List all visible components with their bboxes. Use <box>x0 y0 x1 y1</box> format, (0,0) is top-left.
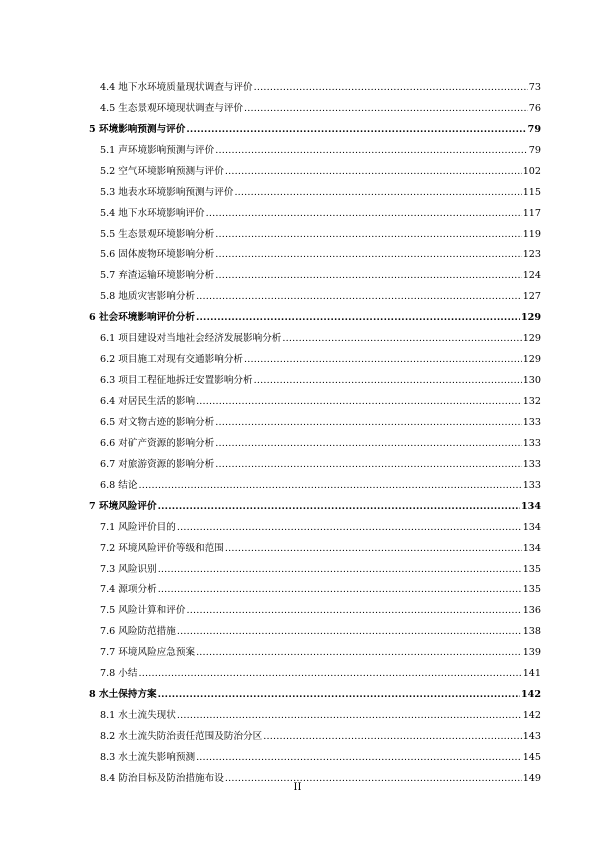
toc-entry-label: 6.2 项目施工对现有交通影响分析 <box>100 354 244 366</box>
dot-leader <box>282 333 521 345</box>
toc-entry-page: 102 <box>522 165 541 177</box>
toc-section-entry[interactable] <box>89 324 541 345</box>
toc-entry-page: 134 <box>522 521 541 533</box>
toc-section-entry[interactable] <box>89 366 541 387</box>
toc-entry-label: 6.4 对居民生活的影响 <box>100 396 196 407</box>
toc-entry-label: 5.8 地质灾害影响分析 <box>100 291 196 303</box>
toc-entry-label: 7.6 风险防范措施 <box>100 626 176 638</box>
toc-chapter-entry[interactable] <box>89 115 541 136</box>
toc-section-entry[interactable] <box>89 722 541 743</box>
toc-entry-label: 7.1 风险评价目的 <box>100 521 176 533</box>
toc-section-entry[interactable] <box>89 596 541 617</box>
toc-entry-page: 129 <box>520 312 541 324</box>
toc-entry-page: 129 <box>522 354 541 366</box>
toc-section-entry[interactable] <box>89 178 541 199</box>
toc-entry-label: 5.4 地下水环境影响评价 <box>100 207 205 219</box>
toc-section-entry[interactable] <box>89 220 541 241</box>
toc-section-entry[interactable] <box>89 513 541 534</box>
toc-entry-label: 7.5 风险计算和评价 <box>100 605 186 617</box>
toc-section-entry[interactable] <box>89 534 541 555</box>
table-of-contents <box>89 73 541 785</box>
page-number: II <box>293 782 302 793</box>
toc-entry-page: 138 <box>522 626 541 638</box>
dot-leader <box>177 626 522 638</box>
toc-entry-label: 6.1 项目建设对当地社会经济发展影响分析 <box>100 333 282 345</box>
toc-entry-label: 6.8 结论 <box>100 479 138 491</box>
toc-entry-page: 115 <box>522 186 541 198</box>
toc-entry-label: 8.1 水土流失现状 <box>100 710 176 722</box>
toc-section-entry[interactable] <box>89 408 541 429</box>
toc-section-entry[interactable] <box>89 617 541 638</box>
toc-section-entry[interactable] <box>89 450 541 471</box>
toc-entry-page: 145 <box>522 751 541 763</box>
toc-entry-page: 143 <box>522 731 541 742</box>
toc-entry-page: 129 <box>522 333 541 345</box>
toc-entry-label: 7.3 风险识别 <box>100 563 157 575</box>
toc-section-entry[interactable] <box>89 94 541 115</box>
dot-leader <box>263 731 521 743</box>
dot-leader <box>158 584 522 596</box>
toc-entry-page: 130 <box>522 375 541 387</box>
toc-entry-label: 4.4 地下水环境质量现状调查与评价 <box>100 81 253 93</box>
toc-entry-label: 7.8 小结 <box>100 668 138 680</box>
toc-section-entry[interactable] <box>89 701 541 722</box>
toc-entry-page: 142 <box>520 689 541 701</box>
toc-section-entry[interactable] <box>89 429 541 450</box>
toc-entry-label: 8.3 水土流失影响预测 <box>100 751 196 763</box>
toc-entry-page: 133 <box>522 479 541 491</box>
toc-entry-label: 6.3 项目工程征地拆迁安置影响分析 <box>100 375 253 387</box>
dot-leader <box>139 668 522 680</box>
dot-leader <box>234 187 521 199</box>
toc-entry-label: 8.2 水土流失防治责任范围及防治分区 <box>100 731 263 742</box>
dot-leader <box>177 522 522 534</box>
dot-leader <box>196 396 522 408</box>
toc-entry-page: 124 <box>522 270 541 282</box>
toc-entry-label: 8.4 防治目标及防治措施布设 <box>100 772 224 784</box>
dot-leader <box>215 270 521 282</box>
dot-leader <box>215 438 521 450</box>
toc-entry-page: 141 <box>522 668 541 680</box>
dot-leader <box>177 710 522 722</box>
toc-section-entry[interactable] <box>89 659 541 680</box>
toc-entry-label: 5.3 地表水环境影响预测与评价 <box>100 186 234 198</box>
dot-leader <box>196 647 522 659</box>
toc-entry-label: 7 环境风险评价 <box>89 500 157 512</box>
dot-leader <box>186 605 521 617</box>
dot-leader <box>215 249 521 261</box>
toc-section-entry[interactable] <box>89 555 541 576</box>
toc-entry-label: 5.2 空气环境影响预测与评价 <box>100 165 224 177</box>
dot-leader <box>196 752 522 764</box>
toc-chapter-entry[interactable] <box>89 680 541 701</box>
toc-entry-page: 79 <box>527 123 541 135</box>
dot-leader <box>215 229 521 241</box>
toc-entry-page: 139 <box>522 647 541 659</box>
toc-entry-page: 134 <box>520 500 541 512</box>
dot-leader <box>215 417 521 429</box>
dot-leader <box>225 166 522 178</box>
dot-leader <box>225 543 522 555</box>
toc-entry-label: 5 环境影响预测与评价 <box>89 123 186 135</box>
toc-section-entry[interactable] <box>89 73 541 94</box>
dot-leader <box>244 103 528 115</box>
toc-entry-page: 76 <box>528 102 541 114</box>
toc-entry-page: 119 <box>522 228 541 240</box>
dot-leader <box>244 354 522 366</box>
toc-section-entry[interactable] <box>89 387 541 408</box>
toc-entry-page: 133 <box>522 437 541 449</box>
toc-entry-page: 135 <box>522 563 541 575</box>
toc-section-entry[interactable] <box>89 638 541 659</box>
toc-entry-label: 6.5 对文物古迹的影响分析 <box>100 416 215 428</box>
toc-entry-page: 127 <box>522 291 541 303</box>
toc-entry-label: 6.7 对旅游资源的影响分析 <box>100 458 215 470</box>
dot-leader <box>196 291 522 303</box>
toc-entry-label: 5.6 固体废物环境影响分析 <box>100 249 215 261</box>
toc-entry-page: 123 <box>522 249 541 261</box>
toc-section-entry[interactable] <box>89 199 541 220</box>
toc-entry-label: 4.5 生态景观环境现状调查与评价 <box>100 102 244 114</box>
toc-section-entry[interactable] <box>89 576 541 597</box>
toc-entry-page: 134 <box>522 542 541 554</box>
toc-entry-label: 5.1 声环境影响预测与评价 <box>100 144 215 156</box>
toc-entry-page: 133 <box>522 458 541 470</box>
toc-entry-label: 6.6 对矿产资源的影响分析 <box>100 437 215 449</box>
toc-entry-label: 8 水土保持方案 <box>89 689 157 701</box>
toc-entry-page: 136 <box>522 605 541 617</box>
dot-leader <box>215 145 528 157</box>
toc-section-entry[interactable] <box>89 157 541 178</box>
toc-section-entry[interactable] <box>89 743 541 764</box>
dot-leader <box>158 501 520 513</box>
toc-entry-label: 7.2 环境风险评价等级和范围 <box>100 542 224 554</box>
dot-leader <box>158 564 522 576</box>
toc-entry-label: 7.7 环境风险应急预案 <box>100 647 196 659</box>
toc-entry-page: 142 <box>522 710 541 722</box>
dot-leader <box>158 689 520 701</box>
dot-leader <box>254 375 522 387</box>
dot-leader <box>186 124 526 136</box>
dot-leader <box>206 208 522 220</box>
toc-chapter-entry[interactable] <box>89 303 541 324</box>
dot-leader <box>139 480 522 492</box>
toc-entry-label: 5.7 弃渣运输环境影响分析 <box>100 270 215 282</box>
toc-entry-label: 5.5 生态景观环境影响分析 <box>100 228 215 240</box>
toc-section-entry[interactable] <box>89 241 541 262</box>
toc-chapter-entry[interactable] <box>89 492 541 513</box>
toc-entry-page: 117 <box>522 207 541 219</box>
toc-entry-label: 7.4 源项分析 <box>100 584 157 596</box>
dot-leader <box>215 459 521 471</box>
toc-section-entry[interactable] <box>89 282 541 303</box>
toc-section-entry[interactable] <box>89 471 541 492</box>
toc-entry-page: 79 <box>528 144 541 156</box>
toc-section-entry[interactable] <box>89 345 541 366</box>
toc-entry-page: 132 <box>522 396 541 407</box>
toc-section-entry[interactable] <box>89 136 541 157</box>
toc-entry-page: 135 <box>522 584 541 596</box>
toc-entry-page: 149 <box>522 772 541 784</box>
toc-entry-page: 73 <box>528 81 541 93</box>
dot-leader <box>254 82 528 94</box>
dot-leader <box>196 312 520 324</box>
toc-section-entry[interactable] <box>89 261 541 282</box>
toc-entry-label: 6 社会环境影响评价分析 <box>89 312 195 324</box>
toc-entry-page: 133 <box>522 416 541 428</box>
